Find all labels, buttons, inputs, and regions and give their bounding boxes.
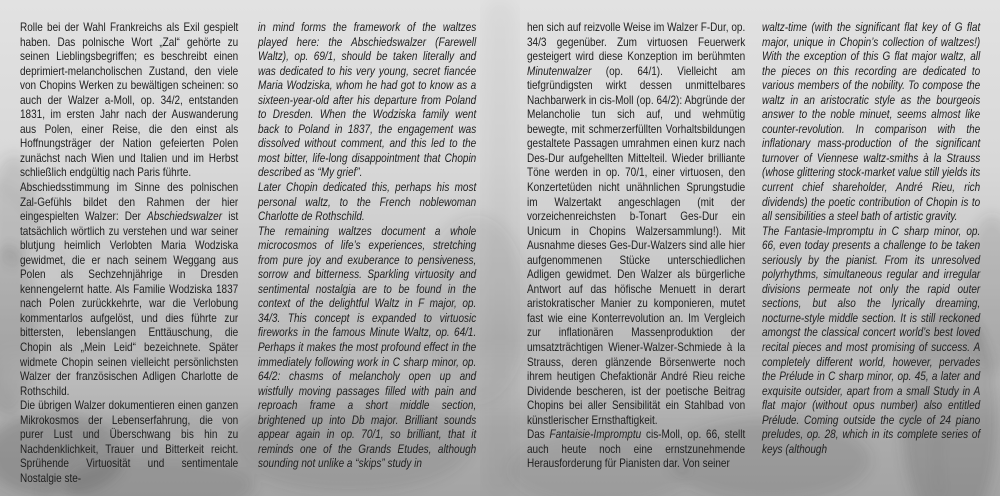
text-column-german-left <box>20 20 238 486</box>
text-run: The remaining waltzes document a whole microcosmos of life’s experiences, stretching from pure joy and exuberance to pensiveness, sorrow and bitterness. Sparkling virtuosity and sentimental nostalgia are to be found in the context of the delightful Waltz in F major, op. 34/3. This concept is expanded to virtuosic fireworks in the famous Minute Waltz, op. 64/1. Perhaps it makes the most profound effect in the immediately following work in C sharp minor, op. 64/2: chasms of melancholy open up and wistfully moving passages filled with pain and reproach frame a short middle section, brightened up into Db major. Brilliant sounds appear again in op. 70/1, so brilliant, that it reminds one of the Grands Etudes, although sounding not unlike a “skips” study in <box>258 223 477 471</box>
text-run: hen sich auf reizvolle Weise im Walzer F-Dur, op. 34/3 gegenüber. Zum virtuosen Feuerwerk gesteigert wird diese Konzeption im berühmten <box>527 20 746 64</box>
text-run: Later Chopin dedicated this, perhaps his most personal waltz, to the French noblewoman Charlotte de Rothschild. <box>258 180 477 224</box>
text-run: waltz-time (with the significant flat key of G flat major, unique in Chopin’s collection of waltzes!) With the exception of this G flat major waltz, all the pieces on this recording are dedicated to various members of the nobility. To compose the waltz in an aristocratic style as the bourgeois answer to the noble minuet, seems almost like counter-revolution. In comparison with the inflationary mass-production of the significant turnover of Viennese waltz-smiths à la Strauss (whose glittering stock-market value still yields its current chief shareholder, André Rieu, rich dividends) the poetic contribution of Chopin is to all sensibilities a steel bath of artistic gravity. <box>762 20 981 224</box>
text-run: Das <box>527 427 550 442</box>
paragraph <box>258 224 476 471</box>
paragraph <box>20 180 238 398</box>
text-run: The Fantasie-Impromptu in C sharp minor, op. 66, even today presents a challenge to be taken seriously by the pianist. From its unresolved polyrhythms, simultaneous regular and irregular divisions permeate not only the rapid outer sections, but also the lyrically dreaming, nocturne-style middle section. It is still reckoned amongst the classical concert world’s best loved recital pieces and most promising of success. A completely different world, however, pervades the Prélude in C sharp minor, op. 45, a later and exquisite outsider, apart from a small Study in A flat major (without opus number) also entitled Prélude. Coming outside the cycle of 24 piano preludes, op. 28, which in its complete series of keys (although <box>762 223 981 456</box>
text-run: (op. 64/1). Vielleicht am tiefgründigsten wirkt dessen unmittelbares Nachbarwerk in cis-Moll (op. 64/2): Abgründe der Melancholie tun sich auf, und wehmütig bewegte, mit schmerzerfüllten Vorhaltsbildungen gestaltete Passagen umrahmen einen kurz nach Des-Dur aufgehellten Mittelteil. Wieder brilliante Töne werden in op. 70/1, einer virtuosen, den Konzertetüden nicht unähnlichen Sprungstudie im Walzertakt angeschlagen (mit der vorzeichenreichsten b-Tonart Ges-Dur ein Unicum in Chopins Walzersammlung!). Mit Ausnahme dieses Ges-Dur-Walzers sind alle hier aufgenommenen Stücke unterschiedlichen Adligen gewidmet. Den Walzer als bürgerliche Antwort auf das höfische Menuett in derart aristokratischer Manier zu komponieren, mutet fast wie eine Konterrevolution an. Im Vergleich zur inflationären Massenproduktion der umsatzträchtigen Wiener-Walzer-Schmiede à la Strauss, deren glänzende Börsenwerte noch ihrem heutigen Chefaktionär André Rieu reiche Dividende bescheren, ist der poetische Beitrag Chopins bei aller Sensibilität ein Stahlbad von künstlerischer Ernsthaftigkeit. <box>527 63 746 427</box>
paragraph <box>762 20 980 224</box>
paragraph <box>20 20 238 180</box>
text-run: in mind forms the framework of the waltzes played here: the Abschiedswalzer (Farewell Waltz), op. 69/1, should be taken literally and was dedicated to his very young, secret fiancée Maria Wodziska, whom he had got to know as a sixteen-year-old after his departure from Poland to Dresden. When the Wodziska family went back to Poland in 1837, the engagement was dissolved without comment, and this led to the most bitter, life-long disappointment that Chopin described as “My grief”. <box>258 20 477 180</box>
text-run: Abschiedsstimmung im Sinne des polnischen Zal-Gefühls bildet den Rahmen der hier eingespielten Walzer: Der <box>20 180 239 224</box>
text-run: Abschiedswalzer <box>147 209 223 224</box>
text-run: Die übrigen Walzer dokumentieren einen ganzen Mikrokosmos der Lebenserfahrung, die von purer Lust und Überschwang bis hin zu Nachdenklichkeit, Trauer und Bitterkeit reicht. Sprühende Virtuosität und sentimentale Nostalgie ste- <box>20 398 239 485</box>
text-run: Minutenwalzer <box>527 63 592 78</box>
text-run: Rolle bei der Wahl Frankreichs als Exil gespielt haben. Das polnische Wort „Zal“ gehörte zu seinen Lieblingsbegriffen; es beschreibt einen deprimiert-melancholischen Zustand, den viele von Chopins Werken zu bewältigen scheinen: so auch der Walzer a-Moll, op. 34/2, entstanden 1831, im ersten Jahr nach der Auswanderung aus Polen, einer Reise, die den einst als Hoffnungsträger der Nation gefeierten Polen zunächst nach Wien und Italien und im Herbst schließlich endgültig nach Paris führte. <box>20 20 239 180</box>
text-column-german-right <box>527 20 745 471</box>
text-run: cis-Moll, op. 66, stellt auch heute noch eine ernstzunehmende Herausforderung für Pianisten dar. Von seiner <box>527 427 746 471</box>
paragraph <box>527 20 745 427</box>
text-run: Fantaisie-Impromptu <box>549 427 642 442</box>
paragraph <box>527 427 745 471</box>
text-column-english-right <box>762 20 980 456</box>
paragraph <box>20 398 238 485</box>
paragraph <box>258 180 476 224</box>
paragraph <box>258 20 476 180</box>
text-column-english-left <box>258 20 476 471</box>
text-run: ist tatsächlich wörtlich zu verstehen und war seiner blutjung heimlich Verlobten Maria Wodziska gewidmet, die er nach seinem Weggang aus Polen als Sechzehnjährige in Dresden kennengelernt hatte. Als Familie Wodziska 1837 nach Polen zurückkehrte, war die Verlobung kommentarlos aufgelöst, und dies führte zur bittersten, lebenslangen Enttäuschung, die Chopin als „Mein Leid“ bezeichnete. Später widmete Chopin seinen vielleicht persönlichsten Walzer der französischen Adligen Charlotte de Rothschild. <box>20 209 239 398</box>
paragraph <box>762 224 980 457</box>
